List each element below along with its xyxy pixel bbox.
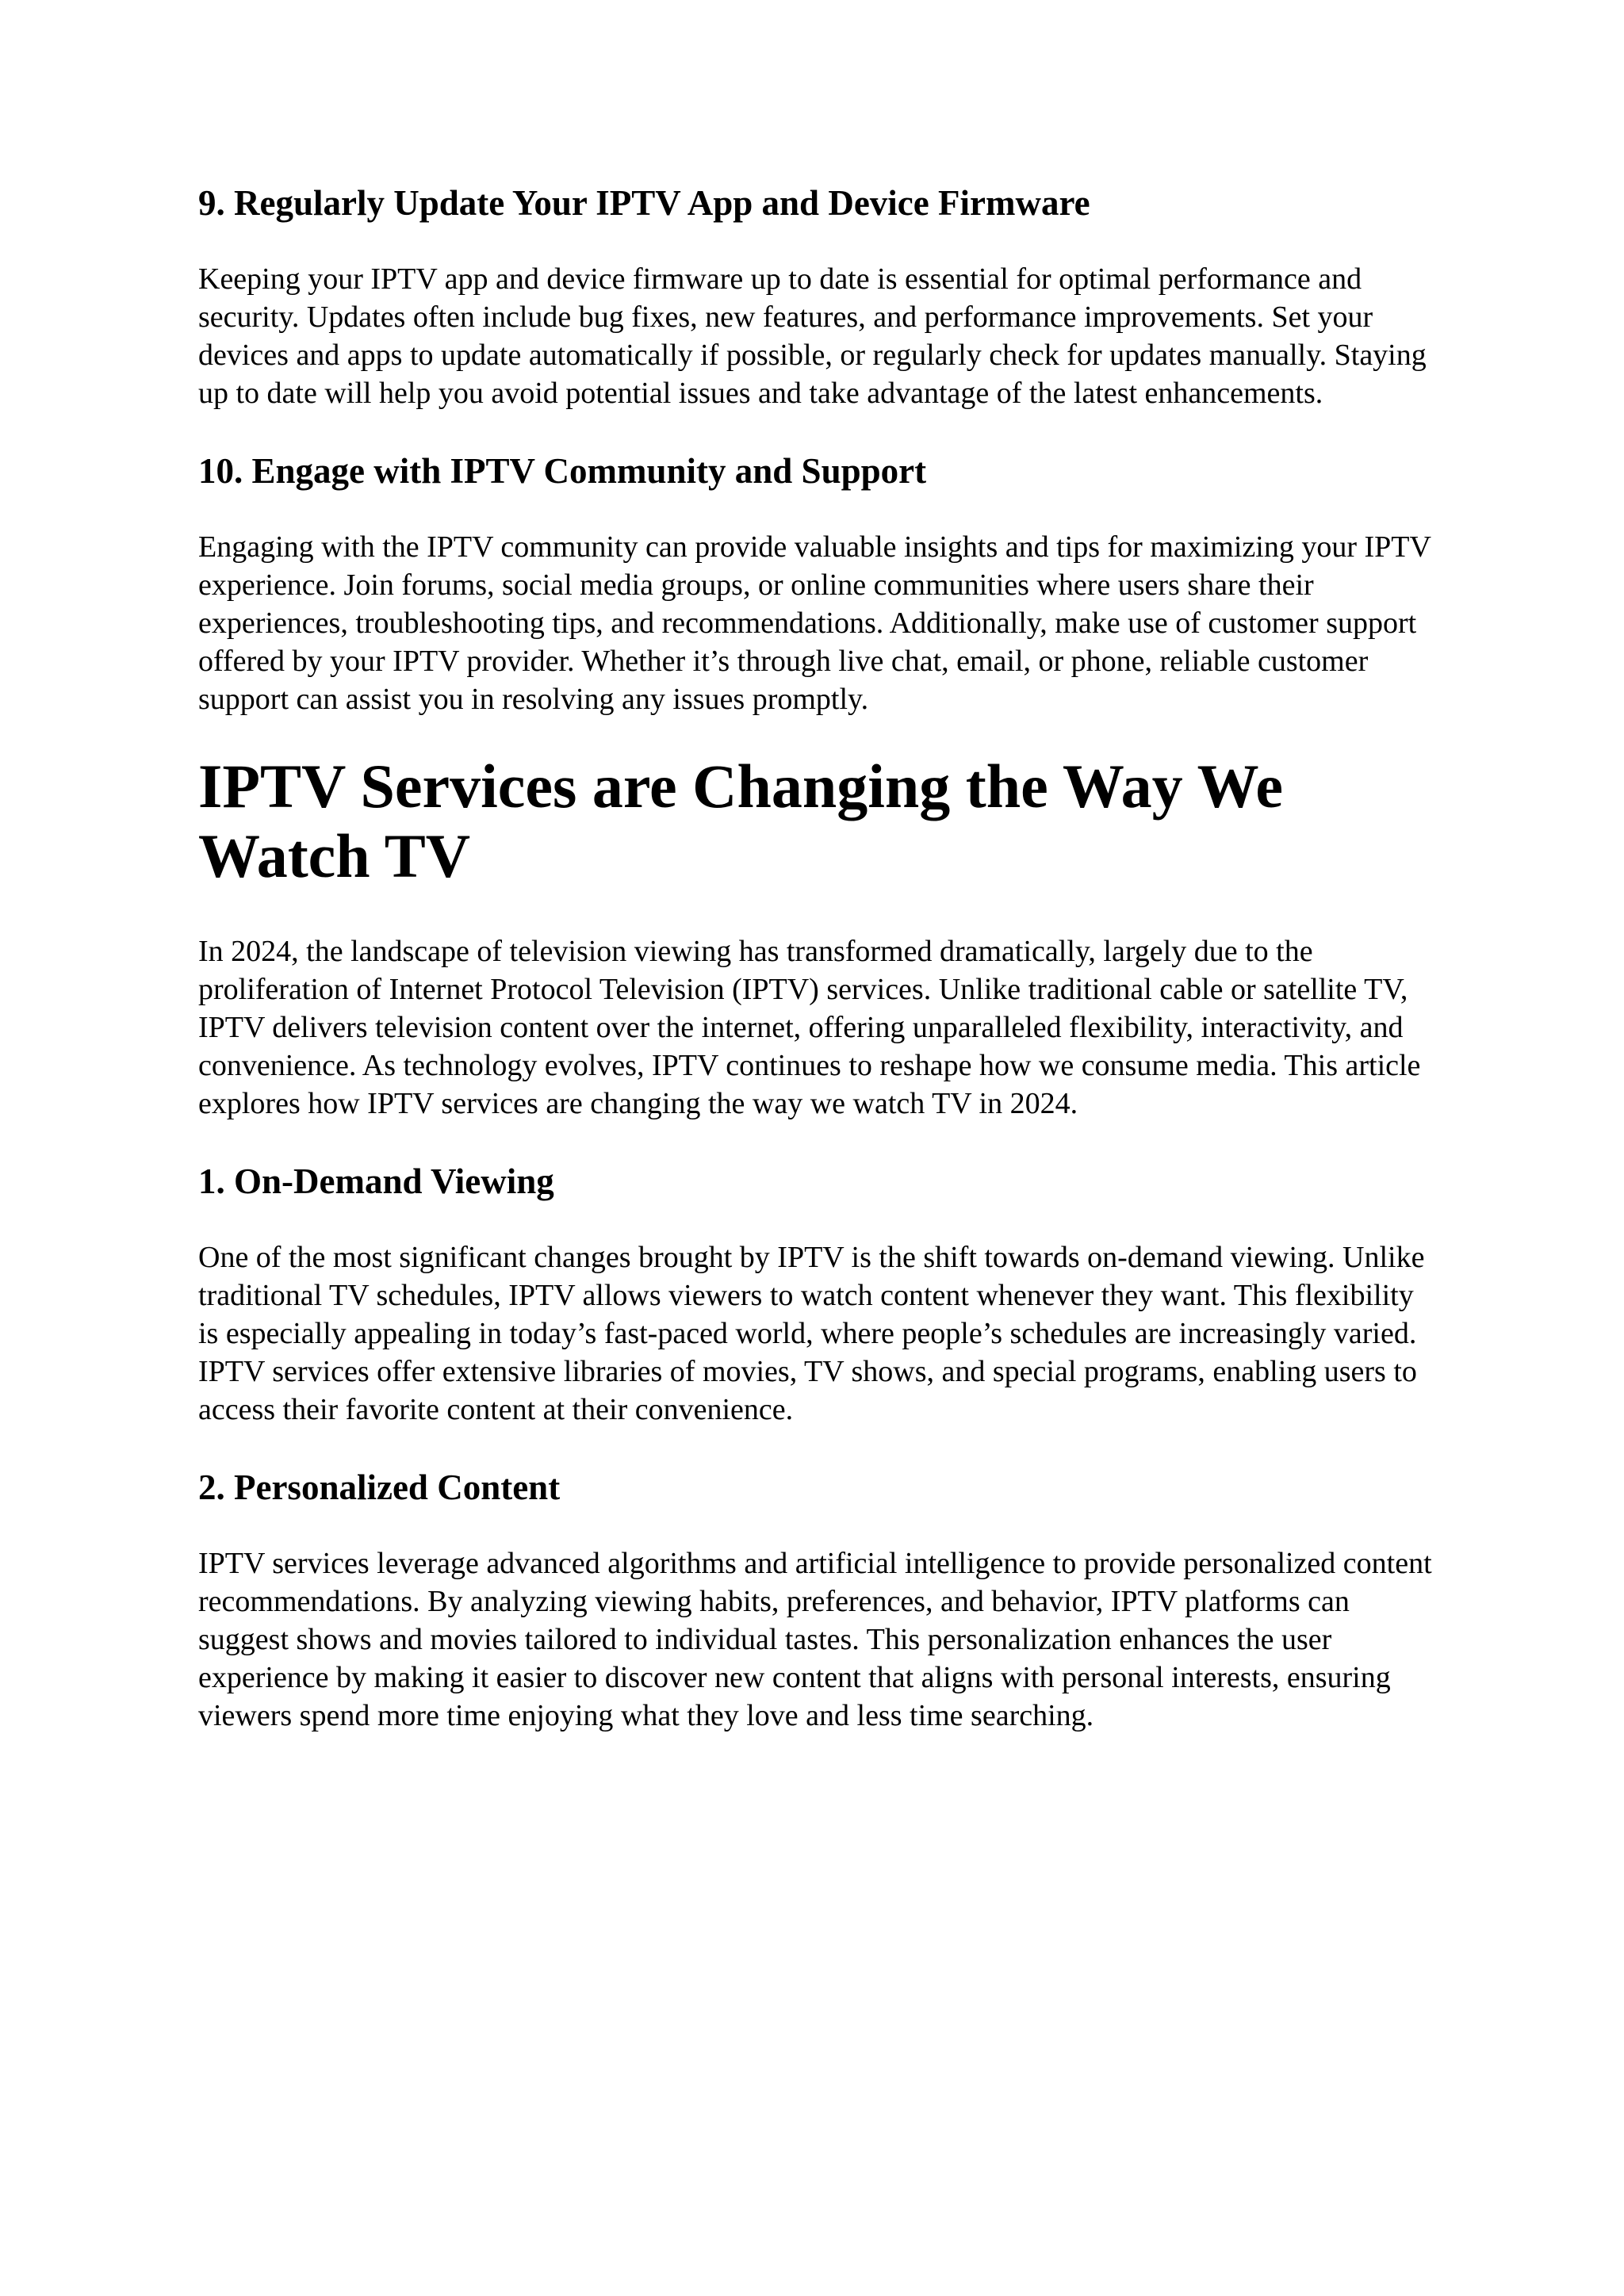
article-intro: In 2024, the landscape of television viewing has transformed dramatically, largely due to the proliferation of Internet Protocol Television (IPTV) services. Unlike traditional cable or satellite TV, IPTV delivers television content over the internet, offering unparalleled flexibility, interactivity, and convenience. As technology evolves, IPTV continues to reshape how we consume media. This article explores how IPTV services are changing the way we watch TV in 2024. — [198, 935, 1421, 1120]
section-paragraph: One of the most significant changes brought by IPTV is the shift towards on-demand viewing. Unlike traditional TV schedules, IPTV allows viewers to watch content whenever they want. This flexibility is especially appealing in today’s fast-paced world, where people’s schedules are increasingly varied. IPTV services offer extensive libraries of movies, TV shows, and special programs, enabling users to access their favorite content at their convenience. — [198, 1241, 1425, 1426]
section-heading: 1. On-Demand Viewing — [198, 1161, 554, 1201]
section-heading: 9. Regularly Update Your IPTV App and Device Firmware — [198, 183, 1090, 223]
document-page — [198, 182, 1435, 1735]
section-heading: 2. Personalized Content — [198, 1468, 561, 1507]
section-paragraph: IPTV services leverage advanced algorithms and artificial intelligence to provide personalized content recommendations. By analyzing viewing habits, preferences, and behavior, IPTV platforms can suggest shows and movies tailored to individual tastes. This personalization enhances the user experience by making it easier to discover new content that aligns with personal interests, ensuring viewers spend more time enjoying what they love and less time searching. — [198, 1547, 1432, 1732]
section-paragraph: Engaging with the IPTV community can provide valuable insights and tips for maximizing your IPTV experience. Join forums, social media groups, or online communities where users share their experiences, troubleshooting tips, and recommendations. Additionally, make use of customer support offered by your IPTV provider. Whether it’s through live chat, email, or phone, reliable customer support can assist you in resolving any issues promptly. — [198, 530, 1431, 716]
section-paragraph: Keeping your IPTV app and device firmware up to date is essential for optimal performance and security. Updates often include bug fixes, new features, and performance improvements. Set your devices and apps to update automatically if possible, or regularly check for updates manually. Staying up to date will help you avoid potential issues and take advantage of the latest enhancements. — [198, 262, 1427, 410]
section-heading: 10. Engage with IPTV Community and Support — [198, 451, 927, 491]
article-title: IPTV Services are Changing the Way We Watch TV — [198, 752, 1283, 890]
